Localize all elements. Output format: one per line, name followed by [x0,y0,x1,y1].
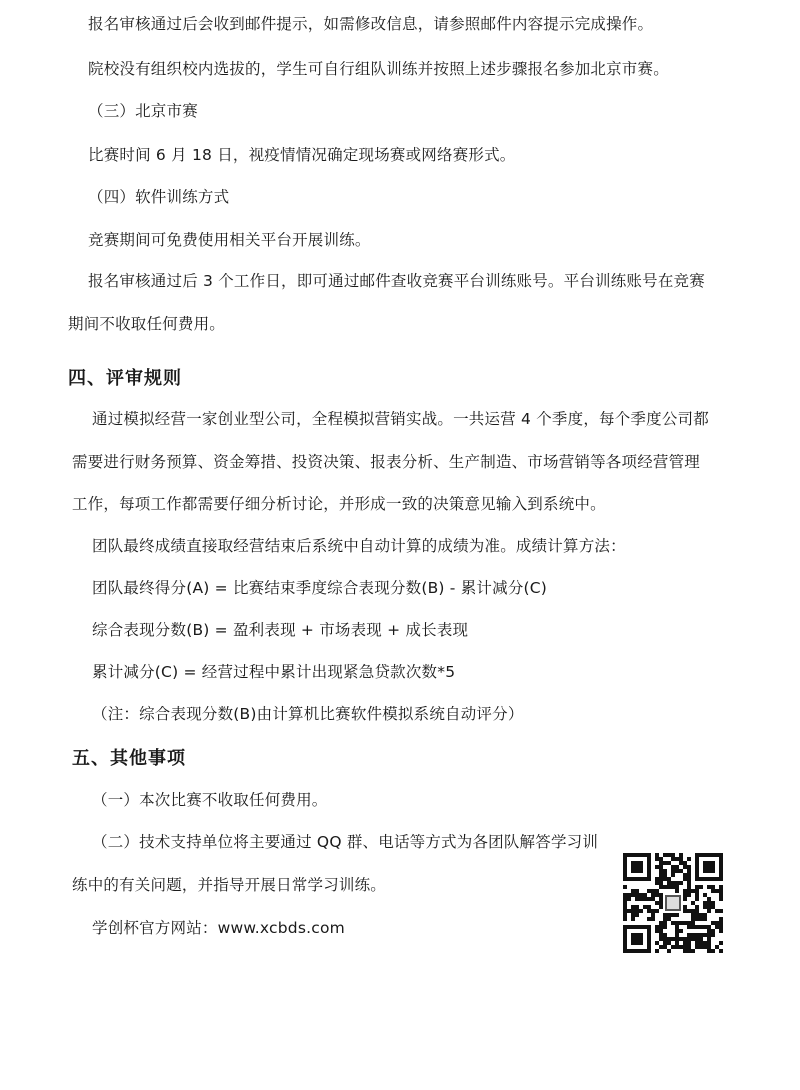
paragraph-no-fee: （一）本次比赛不收取任何费用。 [92,791,328,809]
paragraph-simulation-line1: 通过模拟经营一家创业型公司，全程模拟营销实战。一共运营 4 个季度，每个季度公司都 [92,410,709,428]
subheading-beijing-contest: （三）北京市赛 [88,102,198,120]
formula-performance-score: 综合表现分数(B) = 盈利表现 + 市场表现 + 成长表现 [92,621,469,639]
formula-deduction: 累计减分(C) = 经营过程中累计出现紧急贷款次数*5 [92,663,456,681]
official-website-text: 学创杯官方网站：www.xcbds.com [92,919,345,937]
paragraph-account-line1: 报名审核通过后 3 个工作日，即可通过邮件查收竞赛平台训练账号。平台训练账号在竞赛 [88,272,705,290]
paragraph-self-team: 院校没有组织校内选拔的，学生可自行组队训练并按照上述步骤报名参加北京市赛。 [88,60,669,78]
paragraph-review-notice: 报名审核通过后会收到邮件提示，如需修改信息，请参照邮件内容提示完成操作。 [88,15,654,33]
paragraph-account-line2: 期间不收取任何费用。 [68,315,226,333]
paragraph-tech-support-line1: （二）技术支持单位将主要通过 QQ 群、电话等方式为各团队解答学习训 [92,833,599,851]
subheading-training-method: （四）软件训练方式 [88,188,230,206]
qr-code-icon [623,853,723,953]
paragraph-simulation-line2: 需要进行财务预算、资金筹措、投资决策、报表分析、生产制造、市场营销等各项经营管理 [72,453,701,471]
section-heading-other-matters: 五、其他事项 [72,748,186,769]
paragraph-simulation-line3: 工作，每项工作都需要仔细分析讨论，并形成一致的决策意见输入到系统中。 [72,495,606,513]
formula-final-score: 团队最终得分(A) = 比赛结束季度综合表现分数(B) - 累计减分(C) [92,579,548,597]
paragraph-tech-support-line2: 练中的有关问题，并指导开展日常学习训练。 [72,876,387,894]
paragraph-free-platform: 竞赛期间可免费使用相关平台开展训练。 [88,231,371,249]
section-heading-review-rules: 四、评审规则 [68,368,182,389]
paragraph-contest-date: 比赛时间 6 月 18 日，视疫情情况确定现场赛或网络赛形式。 [88,146,516,164]
note-auto-scoring: （注：综合表现分数(B)由计算机比赛软件模拟系统自动评分） [92,705,524,723]
paragraph-score-method: 团队最终成绩直接取经营结束后系统中自动计算的成绩为准。成绩计算方法： [92,537,626,555]
